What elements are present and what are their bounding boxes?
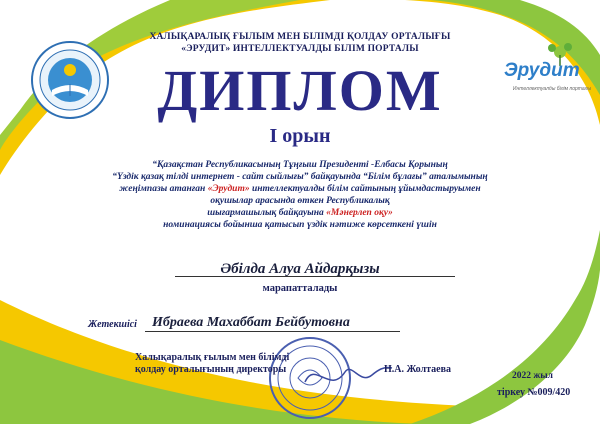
body-line-5 <box>0 207 600 219</box>
registration-number: тіркеу №009/420 <box>497 387 571 398</box>
director-title <box>135 352 289 376</box>
place-label: I орын <box>269 125 331 147</box>
director-title-line-1: Халықаралық ғылым мен білімді <box>135 352 290 363</box>
signature-scribble <box>305 367 392 382</box>
body-line-5-start: шығармашылық байқауына <box>207 208 327 218</box>
recipient-name: Әбілда Алуа Айдарқызы <box>220 261 380 277</box>
erudit-brand-tagline: Интеллектуалды білім порталы <box>512 86 592 92</box>
supervisor-underline <box>145 331 400 332</box>
body-line-2: “Үздік қазақ тілді интернет - сайт сыйлығы” байқауында “Білім бұлағы” аталымының <box>112 172 488 182</box>
nomination-highlight: «Мәнерлеп оқу» <box>326 208 393 218</box>
issue-year: 2022 жыл <box>512 371 554 381</box>
body-line-3-end: интеллектуалды білім сайтының ұйымдастыруымен <box>249 184 481 194</box>
supervisor-name: Ибраева Махаббат Бейбутовна <box>152 315 350 330</box>
erudit-highlight: «Эрудит» <box>207 184 250 194</box>
diploma-title: ДИПЛОМ <box>157 58 443 123</box>
body-line-1: “Қазақстан Республикасының Тұңғыш Президенті -Елбасы Қорының <box>152 160 448 170</box>
header-organization: ХАЛЫҚАРАЛЫҚ ҒЫЛЫМ МЕН БІЛІМДІ ҚОЛДАУ ОРТАЛЫҒЫ <box>149 32 451 42</box>
body-line-4: оқушылар арасында өткен Республикалық <box>210 196 390 206</box>
body-line-6: номинациясы бойынша қатысып үздік нәтиже көрсеткені үшін <box>163 220 437 230</box>
body-line-3-start: жеңімпазы атанған <box>119 184 208 194</box>
recipient-underline <box>175 276 455 277</box>
director-title-line-2: қолдау орталығының директоры <box>135 364 287 375</box>
erudit-brand-name: Эрудит <box>504 60 580 81</box>
body-line-3 <box>0 183 600 195</box>
supervisor-label: Жетекшісі <box>88 319 137 330</box>
awarded-label: марапатталады <box>262 283 338 294</box>
header-portal: «ЭРУДИТ» ИНТЕЛЛЕКТУАЛДЫ БІЛІМ ПОРТАЛЫ <box>181 44 419 54</box>
director-signature-name: Н.А. Жолтаева <box>384 364 451 375</box>
